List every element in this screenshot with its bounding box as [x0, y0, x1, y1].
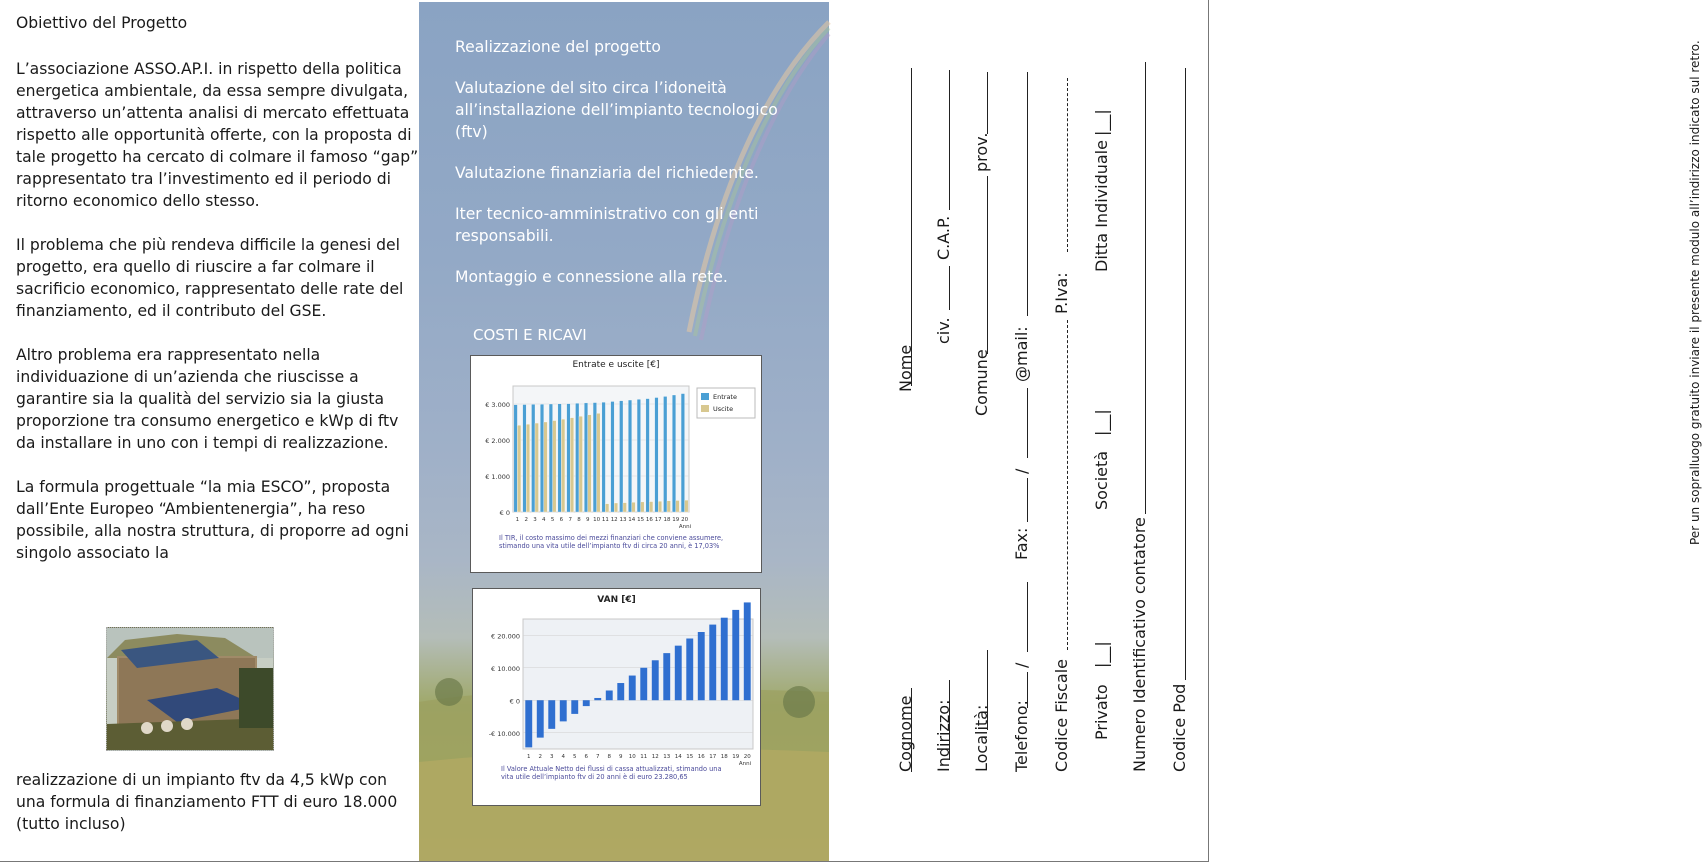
step-item: Montaggio e connessione alla rete.: [455, 268, 728, 286]
checkbox-label-company: Società: [1092, 450, 1111, 510]
bar-uscite: [561, 419, 565, 512]
x-tick-label: 10: [593, 517, 601, 523]
legend-label: Entrate: [713, 393, 737, 401]
bar-entrate: [558, 404, 562, 512]
income-expenses-chart: [470, 355, 762, 573]
bar-uscite: [570, 418, 574, 512]
bar-entrate: [602, 402, 606, 512]
bar-uscite: [526, 424, 530, 512]
bar-van: [652, 660, 659, 700]
bar-entrate: [523, 405, 527, 512]
paragraph-intro: L’associazione ASSO.AP.I. in rispetto della politica energetica ambientale, da essa sempre divulgata, attraverso un’attenta analisi di mercato effettuata rispetto alle opportunità offerte, con la proposta di tale progetto ha cercato di colmare il famoso “gap” rappresentato tra l’investimento ed il periodo di ritorno economico dello stesso.: [16, 60, 419, 210]
legend-label: Uscite: [713, 405, 734, 413]
bar-uscite: [588, 415, 592, 512]
field-label-pod-code: Codice Pod: [1170, 683, 1189, 772]
field-label-fax: Fax:: [1012, 527, 1031, 560]
x-tick-label: 12: [610, 517, 618, 523]
x-tick-label: 17: [654, 517, 662, 523]
step-item: Valutazione finanziaria del richiedente.: [455, 164, 759, 182]
x-tick-label: 1: [515, 517, 520, 523]
field-label-name: Nome: [896, 344, 915, 392]
x-tick-label: 16: [645, 517, 653, 523]
vat-input-line[interactable]: [1067, 78, 1068, 252]
field-label-locality: Località:: [972, 704, 991, 772]
y-tick-label: € 0: [509, 697, 520, 706]
x-tick-label: 18: [720, 754, 728, 760]
x-tick-label: 14: [674, 754, 682, 760]
x-tick-label: 4: [561, 754, 565, 760]
bar-van: [732, 610, 739, 700]
costs-revenues-heading: COSTI E RICAVI: [473, 326, 587, 344]
bar-uscite: [517, 425, 521, 512]
project-steps-list: [455, 36, 815, 307]
solar-house-photo: [106, 627, 274, 751]
bar-entrate: [540, 404, 544, 512]
bar-uscite: [641, 502, 645, 512]
field-label-cap: C.A.P.: [934, 215, 953, 260]
x-tick-label: 9: [619, 754, 623, 760]
phone-number-line[interactable]: [1027, 582, 1028, 652]
municipality-input-line[interactable]: [987, 176, 988, 354]
civic-input-line[interactable]: [949, 266, 950, 310]
checkbox-private[interactable]: |__|: [1092, 641, 1111, 668]
van-plot: [473, 607, 760, 773]
chart-note: Il Valore Attuale Netto dei flussi di cassa attualizzati, stimando una vita utile dell’impianto ftv di 20 anni è di euro 23.280,65: [501, 765, 722, 781]
bar-van: [709, 625, 716, 701]
bar-uscite: [667, 501, 671, 512]
paragraph-problem: Il problema che più rendeva difficile la genesi del progetto, era quello di riuscire a far colmare il sacrificio economico, rappresentato delle rate del finanziamento, ed il contributo del GSE.: [16, 236, 404, 320]
x-tick-label: 20: [743, 754, 751, 760]
bar-entrate: [663, 396, 667, 512]
x-tick-label: 7: [596, 754, 600, 760]
bar-van: [629, 676, 636, 701]
y-tick-label: € 3.000: [485, 401, 510, 409]
bar-entrate: [611, 401, 615, 512]
x-tick-label: 12: [651, 754, 659, 760]
bar-van: [583, 700, 590, 706]
bar-van: [744, 602, 751, 700]
legend-swatch: [701, 405, 709, 412]
bar-entrate: [619, 401, 623, 512]
field-label-tax-code: Codice Fiscale: [1052, 659, 1071, 772]
locality-input-line[interactable]: [987, 650, 988, 730]
x-tick-label: 8: [607, 754, 611, 760]
field-label-province: prov.: [972, 132, 991, 172]
x-tick-label: 11: [640, 754, 648, 760]
bar-entrate: [681, 394, 685, 512]
bar-entrate: [646, 399, 650, 512]
field-label-meter-id: Numero Identificativo contatore: [1130, 517, 1149, 772]
x-tick-label: 8: [577, 517, 581, 523]
bar-entrate: [575, 403, 579, 512]
x-tick-label: 7: [568, 517, 572, 523]
x-tick-label: 19: [672, 517, 680, 523]
bar-van: [663, 653, 670, 700]
field-label-vat: P.Iva:: [1052, 272, 1071, 314]
plot-area: [513, 386, 689, 512]
bar-van: [560, 700, 567, 721]
field-label-phone: Telefono:: [1012, 700, 1031, 772]
bar-van: [698, 632, 705, 700]
y-tick-label: € 20.000: [491, 632, 520, 641]
x-tick-label: 16: [697, 754, 705, 760]
bar-van: [686, 639, 693, 701]
plot-area: [523, 619, 753, 749]
address-input-line[interactable]: [949, 680, 950, 760]
bar-van: [617, 683, 624, 700]
x-axis-label: Anni: [738, 761, 752, 767]
bar-van: [537, 700, 544, 737]
step-item: Valutazione del sito circa l’idoneità all’installazione dell’impianto tecnologico (ftv): [455, 79, 778, 141]
paragraph-result: realizzazione di un impianto ftv da 4,5 kWp con una formula di finanziamento FTT di euro 18.000 (tutto incluso): [16, 771, 398, 833]
bar-entrate: [531, 404, 535, 512]
bar-entrate: [637, 399, 641, 512]
bar-uscite: [649, 502, 653, 512]
y-tick-label: € 10.000: [491, 664, 520, 673]
y-tick-label: € 2.000: [485, 437, 510, 445]
bar-entrate: [655, 398, 659, 512]
x-tick-label: 5: [573, 754, 577, 760]
bar-uscite: [685, 500, 689, 512]
bar-entrate: [584, 403, 588, 512]
x-tick-label: 19: [732, 754, 740, 760]
bar-van: [721, 618, 728, 701]
field-label-municipality: Comune: [972, 349, 991, 416]
x-tick-label: 6: [584, 754, 588, 760]
bar-entrate: [628, 400, 632, 512]
checkbox-sole-proprietorship[interactable]: |__|: [1092, 109, 1111, 136]
income-expenses-plot: [471, 374, 761, 550]
step-item: Realizzazione del progetto: [455, 38, 661, 56]
bar-uscite: [632, 502, 636, 512]
tax-code-input-line[interactable]: [1067, 320, 1068, 650]
y-tick-label: € 1.000: [485, 473, 510, 481]
field-label-email: @mail:: [1012, 326, 1031, 382]
bar-van: [594, 698, 601, 700]
x-tick-label: 11: [601, 517, 609, 523]
paragraph-esco: La formula progettuale “la mia ESCO”, proposta dall’Ente Europeo “Ambientenergia”, ha reso possibile, alla nostra struttura, di proporre ad ogni singolo associato la: [16, 478, 409, 562]
bar-uscite: [544, 422, 548, 512]
bar-van: [571, 700, 578, 714]
x-tick-label: 13: [663, 754, 671, 760]
x-tick-label: 13: [619, 517, 627, 523]
x-tick-label: 5: [550, 517, 555, 523]
checkbox-label-private: Privato: [1092, 684, 1111, 740]
field-label-surname: Cognome: [896, 695, 915, 772]
checkbox-label-sole-proprietorship: Ditta Individuale: [1092, 140, 1111, 272]
name-input-line[interactable]: [911, 68, 912, 386]
x-tick-label: 17: [709, 754, 717, 760]
bar-van: [606, 691, 613, 701]
checkbox-company[interactable]: |__|: [1092, 409, 1111, 436]
bar-van: [640, 668, 647, 701]
x-tick-label: 6: [559, 517, 564, 523]
bar-uscite: [614, 503, 618, 512]
x-tick-label: 4: [542, 517, 546, 523]
bar-entrate: [567, 404, 571, 512]
cap-input-line[interactable]: [949, 70, 950, 210]
field-label-address: Indirizzo:: [934, 699, 953, 772]
bar-van: [525, 700, 532, 747]
email-input-line[interactable]: [1027, 72, 1028, 316]
surname-input-line[interactable]: [911, 688, 912, 772]
bar-uscite: [676, 500, 680, 512]
x-tick-label: 15: [637, 517, 645, 523]
field-label-civic: civ.: [934, 317, 953, 344]
paragraph-company: Altro problema era rappresentato nella individuazione di un’azienda che riuscisse a garantire sia la qualità del servizio sia la giusta proporzione tra consumo energetico e kWp di ftv da installare in uno con i tempi di realizzazione.: [16, 346, 399, 452]
left-panel: [16, 12, 421, 833]
bar-van: [675, 646, 682, 701]
bar-uscite: [597, 413, 601, 512]
form-instructions: Per un sopralluogo gratuito inviare il presente modulo all’indirizzo indicato sul retro.: [1688, 40, 1702, 545]
x-tick-label: 14: [628, 517, 636, 523]
x-tick-label: 18: [663, 517, 671, 523]
x-tick-label: 9: [586, 517, 590, 523]
phone-prefix-line[interactable]: [1027, 672, 1028, 708]
middle-panel: [419, 2, 829, 861]
x-tick-label: 2: [538, 754, 542, 760]
step-item: Iter tecnico-amministrativo con gli enti responsabili.: [455, 205, 759, 245]
province-input-line[interactable]: [987, 72, 988, 134]
fax-separator: /: [1012, 468, 1031, 474]
chart-note: Il TIR, il costo massimo dei mezzi finanziari che conviene assumere, stimando una vita utile dell’impianto ftv di circa 20 anni, è 17,03%: [499, 534, 724, 550]
fax-prefix-line[interactable]: [1027, 478, 1028, 522]
project-objective-heading: Obiettivo del Progetto: [16, 14, 188, 32]
bar-entrate: [593, 403, 597, 512]
chart-title: Entrate e uscite [€]: [572, 360, 660, 370]
x-tick-label: 1: [527, 754, 531, 760]
meter-id-input-line[interactable]: [1145, 62, 1146, 514]
phone-separator: /: [1012, 662, 1031, 668]
bar-uscite: [658, 501, 662, 512]
fax-number-line[interactable]: [1027, 388, 1028, 458]
bar-uscite: [579, 416, 583, 512]
bar-uscite: [553, 421, 557, 512]
x-axis-label: Anni: [678, 524, 692, 530]
x-tick-label: 15: [686, 754, 694, 760]
bar-van: [548, 700, 555, 729]
x-tick-label: 3: [550, 754, 554, 760]
legend-swatch: [701, 393, 709, 400]
chart-title: VAN [€]: [597, 595, 636, 605]
y-tick-label: € 0: [499, 509, 510, 517]
bar-entrate: [672, 395, 676, 512]
bar-uscite: [535, 423, 539, 512]
bar-uscite: [605, 504, 609, 512]
bar-uscite: [623, 503, 627, 512]
x-tick-label: 10: [628, 754, 636, 760]
pod-code-input-line[interactable]: [1185, 68, 1186, 680]
bar-entrate: [549, 404, 553, 512]
x-tick-label: 3: [533, 517, 537, 523]
van-chart: [472, 588, 761, 806]
bar-entrate: [514, 405, 518, 512]
x-tick-label: 20: [681, 517, 689, 523]
x-tick-label: 2: [524, 517, 528, 523]
y-tick-label: -€ 10.000: [488, 729, 520, 738]
